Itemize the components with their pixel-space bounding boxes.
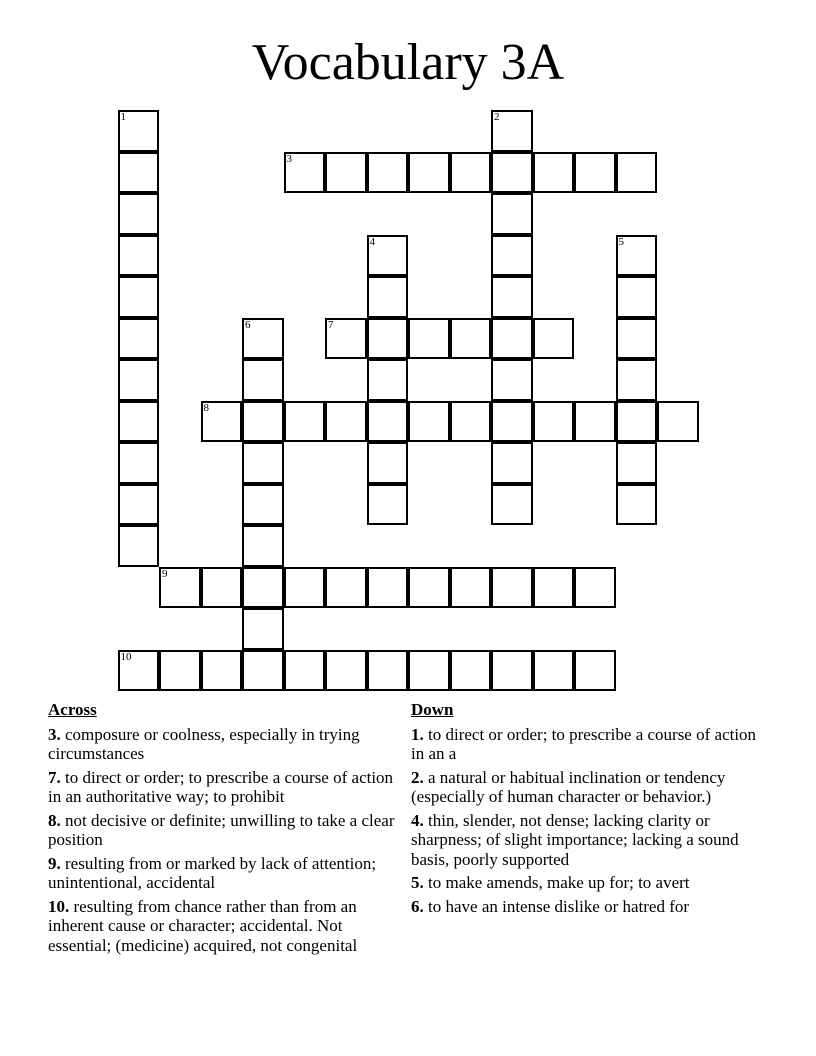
grid-cell[interactable] bbox=[242, 650, 284, 692]
grid-cell[interactable] bbox=[367, 152, 409, 194]
clue-text: resulting from or marked by lack of attention; unintentional, accidental bbox=[48, 853, 377, 892]
clue-text: to direct or order; to prescribe a course of action in an a bbox=[411, 724, 757, 763]
across-clue bbox=[48, 768, 408, 807]
grid-cell[interactable] bbox=[242, 525, 284, 567]
grid-cell[interactable] bbox=[491, 442, 533, 484]
down-clue bbox=[411, 725, 771, 764]
grid-cell[interactable] bbox=[491, 359, 533, 401]
grid-cell[interactable] bbox=[118, 650, 160, 692]
grid-cell[interactable] bbox=[284, 152, 326, 194]
grid-cell[interactable] bbox=[616, 359, 658, 401]
grid-cell[interactable] bbox=[367, 359, 409, 401]
clue-number: 8. bbox=[48, 810, 61, 830]
grid-cell[interactable] bbox=[325, 567, 367, 609]
grid-cell[interactable] bbox=[616, 401, 658, 443]
grid-cell[interactable] bbox=[201, 650, 243, 692]
down-clues bbox=[411, 700, 771, 920]
grid-cell[interactable] bbox=[284, 567, 326, 609]
grid-cell[interactable] bbox=[242, 608, 284, 650]
grid-cell[interactable] bbox=[367, 442, 409, 484]
grid-cell[interactable] bbox=[491, 276, 533, 318]
grid-cell[interactable] bbox=[242, 442, 284, 484]
grid-cell[interactable] bbox=[574, 650, 616, 692]
cell-number: 1 bbox=[120, 111, 126, 123]
grid-cell[interactable] bbox=[616, 276, 658, 318]
grid-cell[interactable] bbox=[408, 152, 450, 194]
grid-cell[interactable] bbox=[201, 567, 243, 609]
clue-number: 1. bbox=[411, 724, 424, 744]
clue-text: thin, slender, not dense; lacking clarity or sharpness; of slight importance; lacking a sound basis, poorly supported bbox=[411, 810, 739, 869]
grid-cell[interactable] bbox=[242, 359, 284, 401]
down-clue bbox=[411, 897, 771, 917]
grid-cell[interactable] bbox=[616, 442, 658, 484]
grid-cell[interactable] bbox=[284, 401, 326, 443]
grid-cell[interactable] bbox=[118, 110, 160, 152]
grid-cell[interactable] bbox=[491, 318, 533, 360]
grid-cell[interactable] bbox=[450, 401, 492, 443]
grid-cell[interactable] bbox=[450, 318, 492, 360]
cell-number: 9 bbox=[162, 567, 168, 580]
clue-number: 7. bbox=[48, 767, 61, 787]
grid-cell[interactable] bbox=[408, 650, 450, 692]
grid-cell[interactable] bbox=[533, 318, 575, 360]
grid-cell[interactable] bbox=[242, 318, 284, 360]
grid-cell[interactable] bbox=[159, 650, 201, 692]
grid-cell[interactable] bbox=[574, 401, 616, 443]
grid-cell[interactable] bbox=[408, 401, 450, 443]
down-clue bbox=[411, 811, 771, 870]
clue-number: 5. bbox=[411, 873, 424, 892]
grid-cell[interactable] bbox=[533, 152, 575, 194]
cell-number: 10 bbox=[120, 650, 132, 663]
grid-cell[interactable] bbox=[616, 318, 658, 360]
grid-cell[interactable] bbox=[325, 650, 367, 692]
clue-number: 9. bbox=[48, 853, 61, 873]
clue-number: 3. bbox=[48, 724, 61, 744]
grid-cell[interactable] bbox=[491, 567, 533, 609]
grid-cell[interactable] bbox=[367, 567, 409, 609]
down-heading: Down bbox=[411, 700, 454, 719]
puzzle-title: Vocabulary 3A bbox=[251, 34, 565, 91]
clue-number: 10. bbox=[48, 896, 70, 916]
grid-cell[interactable] bbox=[450, 650, 492, 692]
grid-cell[interactable] bbox=[408, 318, 450, 360]
down-clue bbox=[411, 873, 771, 893]
cell-number: 2 bbox=[494, 111, 500, 123]
grid-cell[interactable] bbox=[574, 152, 616, 194]
grid-cell[interactable] bbox=[616, 152, 658, 194]
grid-cell[interactable] bbox=[367, 235, 409, 277]
grid-cell[interactable] bbox=[491, 650, 533, 692]
grid-cell[interactable] bbox=[657, 401, 699, 443]
grid-cell[interactable] bbox=[367, 276, 409, 318]
clue-text: a natural or habitual inclination or tendency (especially of human character or behavior.) bbox=[411, 767, 726, 806]
grid-cell[interactable] bbox=[118, 235, 160, 277]
grid-cell[interactable] bbox=[616, 235, 658, 277]
grid-cell[interactable] bbox=[616, 484, 658, 526]
grid-cell[interactable] bbox=[325, 318, 367, 360]
clue-number: 2. bbox=[411, 767, 424, 787]
clue-text: composure or coolness, especially in trying circumstances bbox=[48, 724, 360, 763]
grid-cell[interactable] bbox=[533, 401, 575, 443]
grid-cell[interactable] bbox=[491, 110, 533, 152]
across-clue bbox=[48, 897, 408, 956]
grid-cell[interactable] bbox=[491, 235, 533, 277]
clue-text: resulting from chance rather than from an inherent cause or character; accidental. Not essential; (medicine) acquired, not congenital bbox=[48, 896, 358, 955]
across-heading: Across bbox=[48, 700, 97, 719]
grid-cell[interactable] bbox=[408, 567, 450, 609]
grid-cell[interactable] bbox=[118, 193, 160, 235]
cell-number: 4 bbox=[369, 235, 375, 248]
grid-cell[interactable] bbox=[325, 152, 367, 194]
clue-text: to direct or order; to prescribe a course of action in an authoritative way; to prohibit bbox=[48, 767, 394, 806]
grid-cell[interactable] bbox=[491, 401, 533, 443]
across-clues bbox=[48, 700, 408, 959]
grid-cell[interactable] bbox=[450, 152, 492, 194]
grid-cell[interactable] bbox=[118, 442, 160, 484]
across-clue bbox=[48, 725, 408, 764]
down-clue bbox=[411, 768, 771, 807]
cell-number: 6 bbox=[245, 318, 251, 331]
cell-number: 8 bbox=[203, 401, 209, 414]
clue-number: 4. bbox=[411, 810, 424, 830]
grid-cell[interactable] bbox=[118, 318, 160, 360]
clue-text: to make amends, make up for; to avert bbox=[423, 873, 690, 892]
cell-number: 7 bbox=[328, 318, 334, 331]
grid-cell[interactable] bbox=[118, 525, 160, 567]
grid-cell[interactable] bbox=[242, 484, 284, 526]
grid-cell[interactable] bbox=[367, 650, 409, 692]
grid-cell[interactable] bbox=[284, 650, 326, 692]
grid-cell[interactable] bbox=[367, 484, 409, 526]
grid-cell[interactable] bbox=[491, 152, 533, 194]
grid-cell[interactable] bbox=[118, 484, 160, 526]
clue-text: not decisive or definite; unwilling to take a clear position bbox=[48, 810, 395, 849]
clue-number: 6. bbox=[411, 896, 424, 916]
grid-cell[interactable] bbox=[574, 567, 616, 609]
cell-number: 3 bbox=[286, 152, 292, 165]
grid-cell[interactable] bbox=[201, 401, 243, 443]
grid-cell[interactable] bbox=[118, 401, 160, 443]
grid-cell[interactable] bbox=[242, 401, 284, 443]
grid-cell[interactable] bbox=[533, 567, 575, 609]
grid-cell[interactable] bbox=[118, 152, 160, 194]
grid-cell[interactable] bbox=[325, 401, 367, 443]
grid-cell[interactable] bbox=[159, 567, 201, 609]
grid-cell[interactable] bbox=[367, 401, 409, 443]
grid-cell[interactable] bbox=[242, 567, 284, 609]
across-clue bbox=[48, 811, 408, 850]
across-clue bbox=[48, 854, 408, 893]
cell-number: 5 bbox=[618, 235, 624, 248]
clue-text: to have an intense dislike or hatred for bbox=[423, 896, 690, 916]
grid-cell[interactable] bbox=[450, 567, 492, 609]
grid-cell[interactable] bbox=[533, 650, 575, 692]
grid-cell[interactable] bbox=[118, 359, 160, 401]
grid-cell[interactable] bbox=[118, 276, 160, 318]
grid-cell[interactable] bbox=[367, 318, 409, 360]
grid-cell[interactable] bbox=[491, 484, 533, 526]
grid-cell[interactable] bbox=[491, 193, 533, 235]
